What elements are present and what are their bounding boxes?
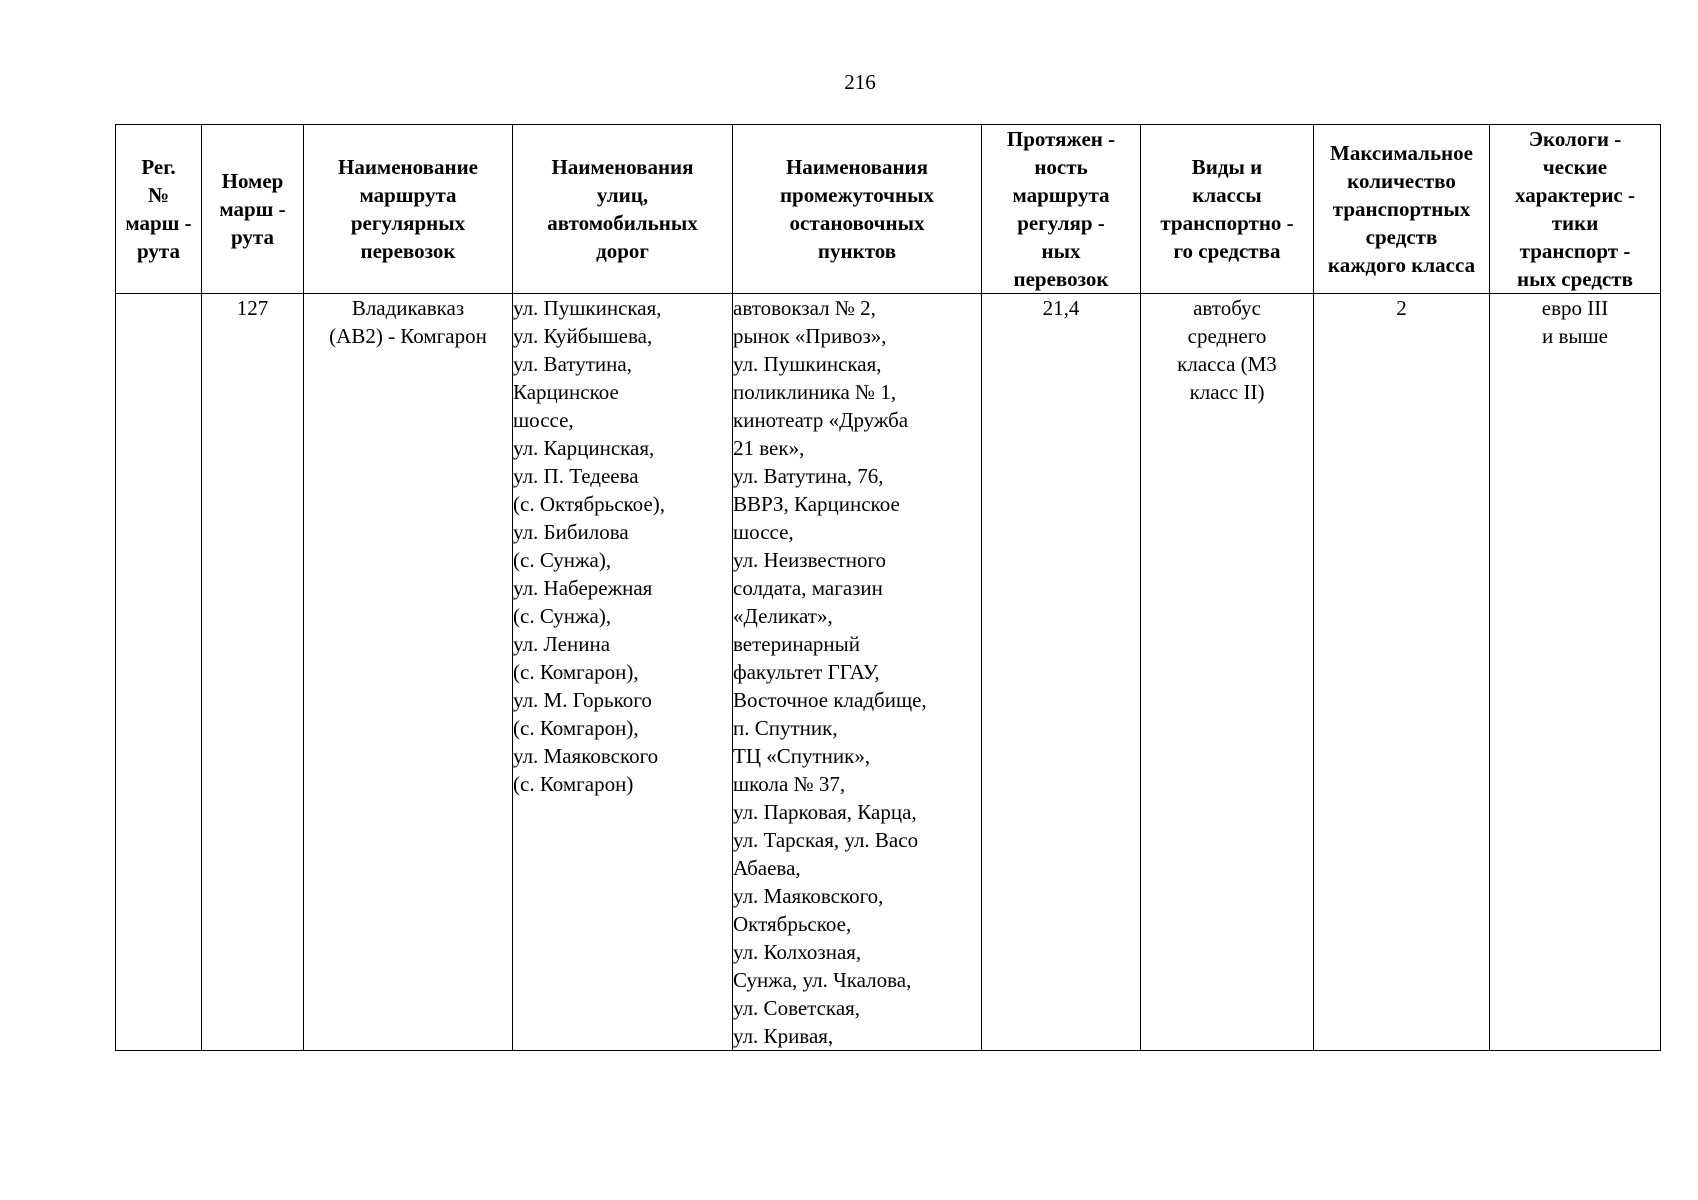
cell-line: ул. Парковая, Карца, [733, 800, 917, 824]
cell-line: (с. Комгарон), [513, 660, 639, 684]
cell-line: Протяжен - [1006, 127, 1116, 151]
cell-line: маршрута [359, 183, 457, 207]
cell-line: (АВ2) - Комгарон [329, 324, 487, 348]
cell-line: средств [1365, 225, 1438, 249]
cell-line: Владикавказ [351, 296, 465, 320]
cell-line: № [147, 183, 170, 207]
cell-line: тики [1551, 211, 1599, 235]
cell-line: пунктов [817, 239, 897, 263]
cell-line: транспортных [1332, 197, 1471, 221]
cell-reg-number [116, 294, 202, 1051]
cell-line: автобус [1193, 296, 1261, 320]
cell-line: ность [1034, 155, 1088, 179]
cell-line: ул. Бибилова [513, 520, 629, 544]
cell-line: Восточное кладбище, [733, 688, 927, 712]
cell-line: характерис - [1515, 183, 1635, 207]
cell-line: ул. Набережная [513, 576, 653, 600]
cell-line: кинотеатр «Дружба [733, 408, 909, 432]
cell-line: ТЦ «Спутник», [733, 744, 871, 768]
table-row [116, 294, 1661, 1051]
header-route-name [304, 125, 513, 294]
cell-line: 127 [236, 296, 269, 320]
cell-line: ческие [1542, 155, 1608, 179]
cell-line: Абаева, [733, 856, 801, 880]
cell-line: улиц, [596, 183, 649, 207]
cell-line: Экологи - [1528, 127, 1622, 151]
cell-line: (с. Комгарон), [513, 716, 639, 740]
header-reg-number [116, 125, 202, 294]
cell-line: Наименование [338, 155, 478, 179]
header-eco-characteristics [1490, 125, 1661, 294]
cell-line: количество [1347, 169, 1456, 193]
cell-line: (с. Комгарон) [513, 772, 634, 796]
cell-line: Рег. [141, 155, 176, 179]
cell-line: Номер [221, 169, 284, 193]
cell-line: Октябрьское, [733, 912, 852, 936]
cell-line: ул. Маяковского, [733, 884, 884, 908]
cell-route-length [982, 294, 1141, 1051]
cell-line: класс II) [1189, 380, 1265, 404]
table-header-row [116, 125, 1661, 294]
cell-line: 21,4 [1042, 296, 1080, 320]
cell-line: ул. Ватутина, [513, 352, 632, 376]
cell-line: среднего [1187, 324, 1267, 348]
cell-line: ул. Колхозная, [733, 940, 862, 964]
header-streets [513, 125, 733, 294]
cell-line: поликлиника № 1, [733, 380, 897, 404]
cell-line: шоссе, [513, 408, 574, 432]
cell-line: ул. Тарская, ул. Васо [733, 828, 919, 852]
cell-line: ул. Ватутина, 76, [733, 464, 884, 488]
cell-line: ул. Ленина [513, 632, 611, 656]
cell-line: Сунжа, ул. Чкалова, [733, 968, 912, 992]
cell-line: перевозок [360, 239, 456, 263]
cell-line: Наименования [551, 155, 694, 179]
header-route-length [982, 125, 1141, 294]
cell-line: ул. Советская, [733, 996, 861, 1020]
header-max-vehicles [1314, 125, 1490, 294]
cell-max-vehicles [1314, 294, 1490, 1051]
header-route-number [202, 125, 304, 294]
cell-line: ных [1041, 239, 1081, 263]
cell-line: классы [1192, 183, 1262, 207]
cell-line: п. Спутник, [733, 716, 838, 740]
cell-line: ул. Пушкинская, [733, 352, 882, 376]
cell-line: (с. Сунжа), [513, 604, 612, 628]
cell-vehicle-class [1141, 294, 1314, 1051]
cell-line: Максимальное [1330, 141, 1473, 165]
cell-line: 2 [1396, 296, 1407, 320]
cell-line: Виды и [1191, 155, 1263, 179]
cell-line: регуляр - [1017, 211, 1105, 235]
cell-line: ул. Карцинская, [513, 436, 655, 460]
cell-line: автомобильных [547, 211, 698, 235]
header-stops [733, 125, 982, 294]
cell-line: марш - [219, 197, 286, 221]
cell-line: «Деликат», [733, 604, 833, 628]
cell-line: го средства [1173, 239, 1281, 263]
cell-line: автовокзал № 2, [733, 296, 876, 320]
cell-line: Карцинское [513, 380, 619, 404]
cell-line: рута [231, 225, 274, 249]
cell-streets [513, 294, 733, 1051]
cell-line: ул. Кривая, [733, 1024, 834, 1048]
cell-line: школа № 37, [733, 772, 846, 796]
cell-line: транспортно - [1160, 211, 1294, 235]
cell-line: ветеринарный [733, 632, 860, 656]
cell-line: каждого класса [1327, 253, 1476, 277]
cell-line: солдата, магазин [733, 576, 883, 600]
cell-line: маршрута [1012, 183, 1110, 207]
cell-line: ул. П. Тедеева [513, 464, 639, 488]
cell-line: шоссе, [733, 520, 794, 544]
cell-line: дорог [596, 239, 649, 263]
cell-line: ул. Неизвестного [733, 548, 887, 572]
cell-line: факультет ГГАУ, [733, 660, 880, 684]
cell-line: ВВРЗ, Карцинское [733, 492, 900, 516]
cell-line: транспорт - [1519, 239, 1631, 263]
cell-route-name [304, 294, 513, 1051]
cell-line: остановочных [789, 211, 925, 235]
cell-line: регулярных [350, 211, 466, 235]
cell-line: ул. Маяковского [513, 744, 659, 768]
cell-line: марш - [125, 211, 192, 235]
cell-line: (с. Сунжа), [513, 548, 612, 572]
page-number: 216 [844, 70, 876, 94]
header-vehicle-class [1141, 125, 1314, 294]
cell-eco-characteristics [1490, 294, 1661, 1051]
cell-line: промежуточных [779, 183, 935, 207]
cell-line: 21 век», [733, 436, 805, 460]
cell-line: ул. Пушкинская, [513, 296, 662, 320]
cell-line: (с. Октябрьское), [513, 492, 666, 516]
cell-route-number [202, 294, 304, 1051]
cell-line: ных средств [1517, 267, 1633, 291]
cell-line: и выше [1541, 324, 1608, 348]
cell-stops [733, 294, 982, 1051]
cell-line: перевозок [1013, 267, 1109, 291]
cell-line: Наименования [785, 155, 929, 179]
cell-line: евро III [1541, 296, 1609, 320]
cell-line: класса (М3 [1177, 352, 1277, 376]
cell-line: рута [137, 239, 180, 263]
cell-line: ул. М. Горького [513, 688, 652, 712]
cell-line: ул. Куйбышева, [513, 324, 653, 348]
routes-table [115, 124, 1661, 1051]
cell-line: рынок «Привоз», [733, 324, 887, 348]
